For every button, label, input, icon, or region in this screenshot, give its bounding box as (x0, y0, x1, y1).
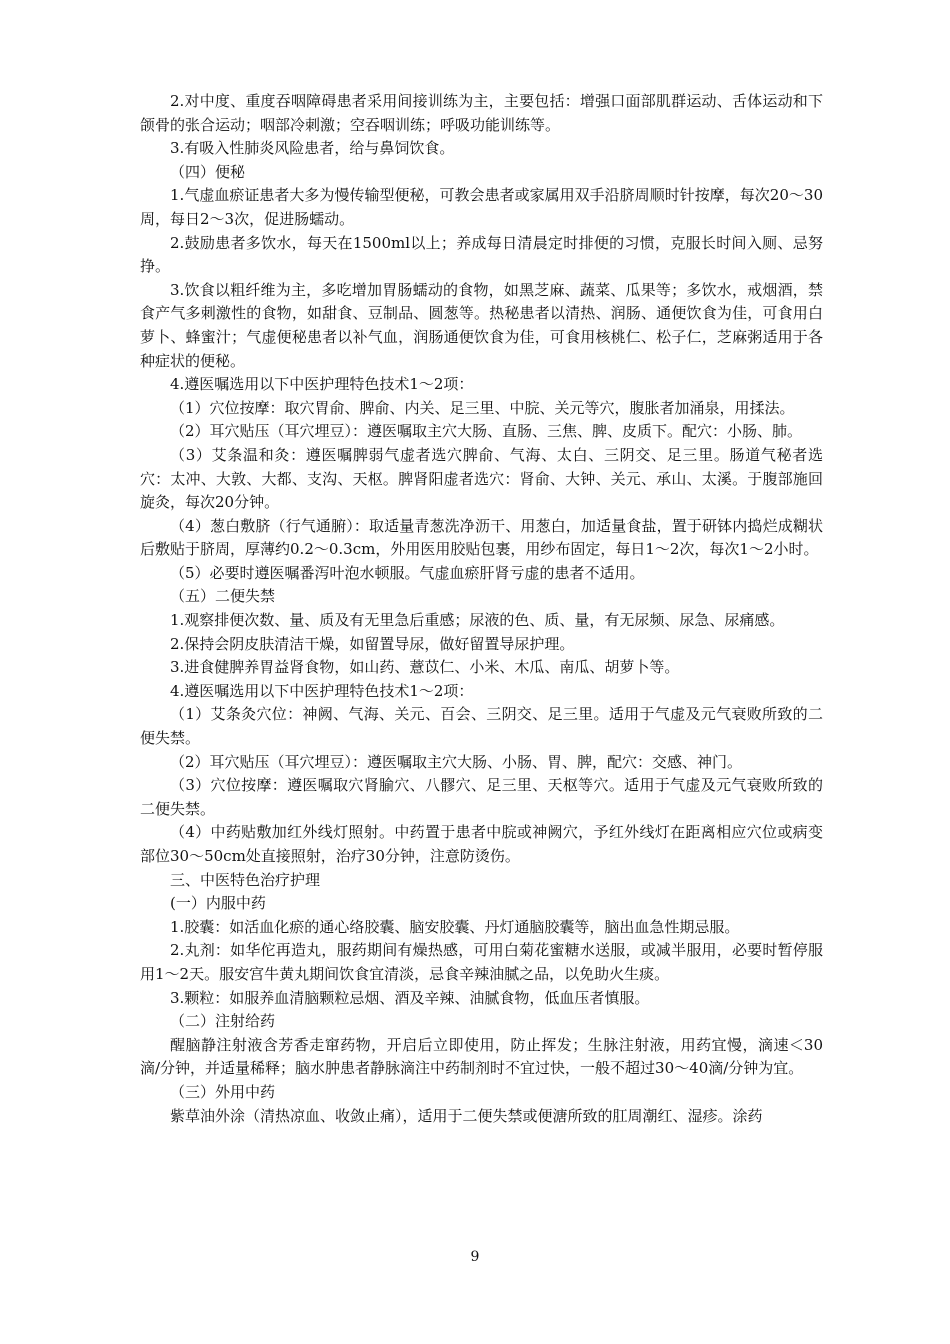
section-heading: （四）便秘 (170, 162, 246, 181)
section-heading: （三）外用中药 (170, 1082, 276, 1101)
paragraph: 4.遵医嘱选用以下中医护理特色技术1～2项： (170, 681, 474, 700)
section-heading: （二）注射给药 (170, 1012, 276, 1031)
paragraph: （2）耳穴贴压（耳穴埋豆）：遵医嘱取主穴大肠、小肠、胃、脾，配穴：交感、神门。 (170, 752, 743, 771)
paragraph: （1）艾条灸穴位：神阙、气海、关元、百会、三阴交、足三里。适用于气虚及元气衰败所致的二便失禁。 (140, 705, 823, 748)
paragraph: 2.对中度、重度吞咽障碍患者采用间接训练为主，主要包括：增强口面部肌群运动、舌体运动和下颌骨的张合运动；咽部冷刺激；空吞咽训练；呼吸功能训练等。 (140, 92, 823, 134)
paragraph: 1.气虚血瘀证患者大多为慢传输型便秘，可教会患者或家属用双手沿脐周顺时针按摩，每次20～30周，每日2～3次，促进肠蠕动。 (140, 186, 823, 228)
paragraph: 2.丸剂：如华佗再造丸，服药期间有燥热感，可用白菊花蜜糖水送服，或减半服用，必要时暂停服用1～2天。服安宫牛黄丸期间饮食宜清淡，忌食辛辣油腻之品，以免助火生痰。 (140, 941, 823, 983)
paragraph: （2）耳穴贴压（耳穴埋豆）：遵医嘱取主穴大肠、直肠、三焦、脾、皮质下。配穴：小肠、肺。 (170, 422, 803, 441)
paragraph: 1.胶囊：如活血化瘀的通心络胶囊、脑安胶囊、丹灯通脑胶囊等，脑出血急性期忌服。 (170, 917, 740, 936)
paragraph: 2.鼓励患者多饮水，每天在1500ml以上；养成每日清晨定时排便的习惯，克服长时间入厕、忌努挣。 (140, 233, 823, 276)
page-number: 9 (470, 1249, 480, 1265)
paragraph: 2.保持会阴皮肤清洁干燥，如留置导尿，做好留置导尿护理。 (170, 634, 575, 653)
paragraph: 4.遵医嘱选用以下中医护理特色技术1～2项： (170, 375, 474, 394)
paragraph: 3.颗粒：如服养血清脑颗粒忌烟、酒及辛辣、油腻食物，低血压者慎服。 (170, 988, 650, 1007)
paragraph: 3.进食健脾养胃益肾食物，如山药、薏苡仁、小米、木瓜、南瓜、胡萝卜等。 (170, 658, 680, 677)
section-heading: (一）内服中药 (170, 894, 266, 913)
paragraph: （3）穴位按摩：遵医嘱取穴肾腧穴、八髎穴、足三里、天枢等穴。适用于气虚及元气衰败所致的二便失禁。 (140, 776, 823, 818)
paragraph: 3.饮食以粗纤维为主，多吃增加胃肠蠕动的食物，如黑芝麻、蔬菜、瓜果等；多饮水，戒烟酒，禁食产气多刺激性的食物，如甜食、豆制品、圆葱等。热秘患者以清热、润肠、通便饮食为佳，可食用白萝卜、蜂蜜汁；气虚便秘患者以补气血，润肠通便饮食为佳，可食用核桃仁、松子仁，芝麻粥适用于各种症状的便秘。 (140, 280, 823, 370)
paragraph: （4）中药贴敷加红外线灯照射。中药置于患者中脘或神阙穴，予红外线灯在距离相应穴位或病变部位30～50cm处直接照射，治疗30分钟，注意防烫伤。 (140, 823, 823, 865)
paragraph: 紫草油外涂（清热凉血、收敛止痛），适用于二便失禁或便溏所致的肛周潮红、湿疹。涂药 (170, 1106, 763, 1125)
paragraph: 3.有吸入性肺炎风险患者，给与鼻饲饮食。 (170, 139, 455, 158)
paragraph: （3）艾条温和灸：遵医嘱脾弱气虚者选穴脾俞、气海、太白、三阴交、足三里。肠道气秘者选穴：太冲、大敦、大都、支沟、天枢。脾肾阳虚者选穴：肾俞、大钟、关元、承山、太溪。于腹部施回旋灸，每次20分钟。 (140, 445, 823, 512)
paragraph: 醒脑静注射液含芳香走窜药物，开启后立即使用，防止挥发；生脉注射液，用药宜慢，滴速＜30滴/分钟，并适量稀释；脑水肿患者静脉滴注中药制剂时不宜过快，一般不超过30～40滴/分钟为宜。 (140, 1035, 823, 1078)
paragraph: （5）必要时遵医嘱番泻叶泡水顿服。气虚血瘀肝肾亏虚的患者不适用。 (170, 563, 645, 582)
document-body (140, 90, 823, 1128)
section-heading: 三、中医特色治疗护理 (170, 870, 321, 889)
paragraph: （1）穴位按摩：取穴胃俞、脾俞、内关、足三里、中脘、关元等穴，腹胀者加涌泉，用揉法。 (170, 398, 795, 417)
section-heading: （五）二便失禁 (170, 587, 276, 606)
paragraph: 1.观察排便次数、量、质及有无里急后重感；尿液的色、质、量，有无尿频、尿急、尿痛感。 (170, 611, 785, 630)
paragraph: （4）葱白敷脐（行气通腑）：取适量青葱洗净沥干、用葱白，加适量食盐，置于研钵内捣烂成糊状后敷贴于脐周，厚薄约0.2～0.3cm，外用医用胶贴包裹，用纱布固定，每日1～2次，每次1～2小时。 (140, 516, 823, 559)
